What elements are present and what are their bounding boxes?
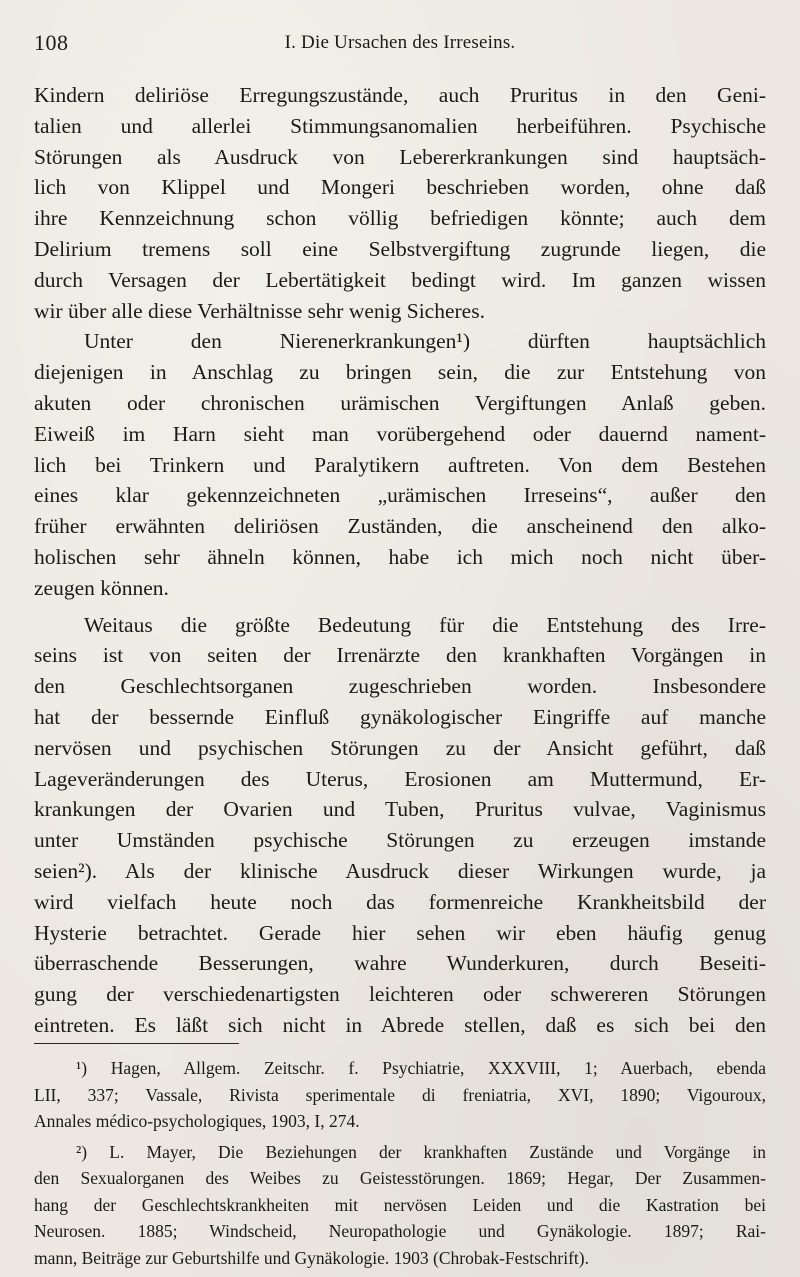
text-line: hat der bessernde Einfluß gynäkologischer Eingriffe auf manche — [34, 704, 766, 729]
text-line: durch Versagen der Lebertätigkeit bedingt wird. Im ganzen wissen — [34, 267, 766, 292]
text-line: diejenigen in Anschlag zu bringen sein, die zur Entstehung von — [34, 360, 766, 385]
text-line: wir über alle diese Verhältnisse sehr wenig Sicheres. — [34, 298, 485, 323]
running-title: I. Die Ursachen des Irreseins. — [284, 32, 516, 53]
text-line: nervösen und psychischen Störungen zu der Ansicht geführt, daß — [34, 735, 766, 760]
body-text — [34, 80, 766, 1041]
text-line: überraschende Besserungen, wahre Wunderkuren, durch Beseiti- — [34, 951, 766, 976]
footnote-line: hang der Geschlechtskrankheiten mit nervösen Leiden und die Kastration bei — [34, 1194, 766, 1215]
text-line: ihre Kennzeichnung schon völlig befriedigen könnte; auch dem — [34, 206, 766, 231]
text-line: eines klar gekennzeichneten „urämischen Irreseins“, außer den — [34, 483, 766, 508]
text-line: gung der verschiedenartigsten leichteren oder schwereren Störungen — [34, 982, 766, 1007]
text-line: krankungen der Ovarien und Tuben, Pruritus vulvae, Vaginismus — [34, 797, 766, 822]
footnote-line: ²) L. Mayer, Die Beziehungen der krankhaften Zustände und Vorgänge in — [76, 1141, 766, 1162]
running-head — [34, 30, 766, 60]
text-line: lich bei Trinkern und Paralytikern auftreten. Von dem Bestehen — [34, 452, 766, 477]
text-line: früher erwähnten deliriösen Zuständen, die anscheinend den alko- — [34, 514, 766, 539]
text-line: seien²). Als der klinische Ausdruck dieser Wirkungen wurde, ja — [34, 858, 766, 883]
text-line: Delirium tremens soll eine Selbstvergiftung zugrunde liegen, die — [34, 236, 766, 261]
footnote-line: den Sexualorganen des Weibes zu Geistesstörungen. 1869; Hegar, Der Zusammen- — [34, 1168, 766, 1188]
footnote-line: Neurosen. 1885; Windscheid, Neuropathologie und Gynäkologie. 1897; Rai- — [34, 1221, 766, 1241]
text-line: zeugen können. — [34, 575, 169, 600]
text-line: Lageveränderungen des Uterus, Erosionen am Muttermund, Er- — [34, 766, 766, 791]
text-line: den Geschlechtsorganen zugeschrieben worden. Insbesondere — [34, 674, 766, 699]
text-line: eintreten. Es läßt sich nicht in Abrede stellen, daß es sich bei den — [34, 1012, 766, 1037]
text-line: wird vielfach heute noch das formenreiche Krankheitsbild der — [34, 889, 766, 914]
text-line: talien und allerlei Stimmungsanomalien herbeiführen. Psychische — [34, 113, 766, 138]
text-line: unter Umständen psychische Störungen zu erzeugen imstande — [34, 828, 766, 853]
text-line: holischen sehr ähneln können, habe ich mich noch nicht über- — [34, 544, 766, 569]
footnote-line: LII, 337; Vassale, Rivista sperimentale di freniatria, XVI, 1890; Vigouroux, — [34, 1084, 766, 1105]
text-line: Kindern deliriöse Erregungszustände, auch Pruritus in den Geni- — [34, 83, 766, 107]
footnote-rule — [34, 1043, 239, 1044]
text-line: Hysterie betrachtet. Gerade hier sehen wir eben häufig genug — [34, 920, 766, 945]
text-line: lich von Klippel und Mongeri beschrieben worden, ohne daß — [34, 175, 766, 200]
paragraph-first-line: Unter den Nierenerkrankungen¹) dürften hauptsächlich — [84, 329, 766, 354]
text-line: akuten oder chronischen urämischen Vergiftungen Anlaß geben. — [34, 390, 766, 415]
footnote-line: Annales médico-psychologiques, 1903, I, 274. — [34, 1111, 360, 1131]
footnote-line: ¹) Hagen, Allgem. Zeitschr. f. Psychiatrie, XXXVIII, 1; Auerbach, ebenda — [76, 1058, 766, 1078]
page-number: 108 — [34, 30, 69, 55]
text-line: Störungen als Ausdruck von Lebererkrankungen sind hauptsäch- — [34, 144, 766, 169]
footnotes — [34, 1055, 766, 1271]
text-line: Eiweiß im Harn sieht man vorübergehend oder dauernd nament- — [34, 421, 766, 446]
text-line: seins ist von seiten der Irrenärzte den krankhaften Vorgängen in — [34, 643, 766, 668]
paragraph-first-line: Weitaus die größte Bedeutung für die Entstehung des Irre- — [84, 612, 766, 637]
footnote-line: mann, Beiträge zur Geburtshilfe und Gynäkologie. 1903 (Chrobak-Festschrift). — [34, 1247, 590, 1268]
